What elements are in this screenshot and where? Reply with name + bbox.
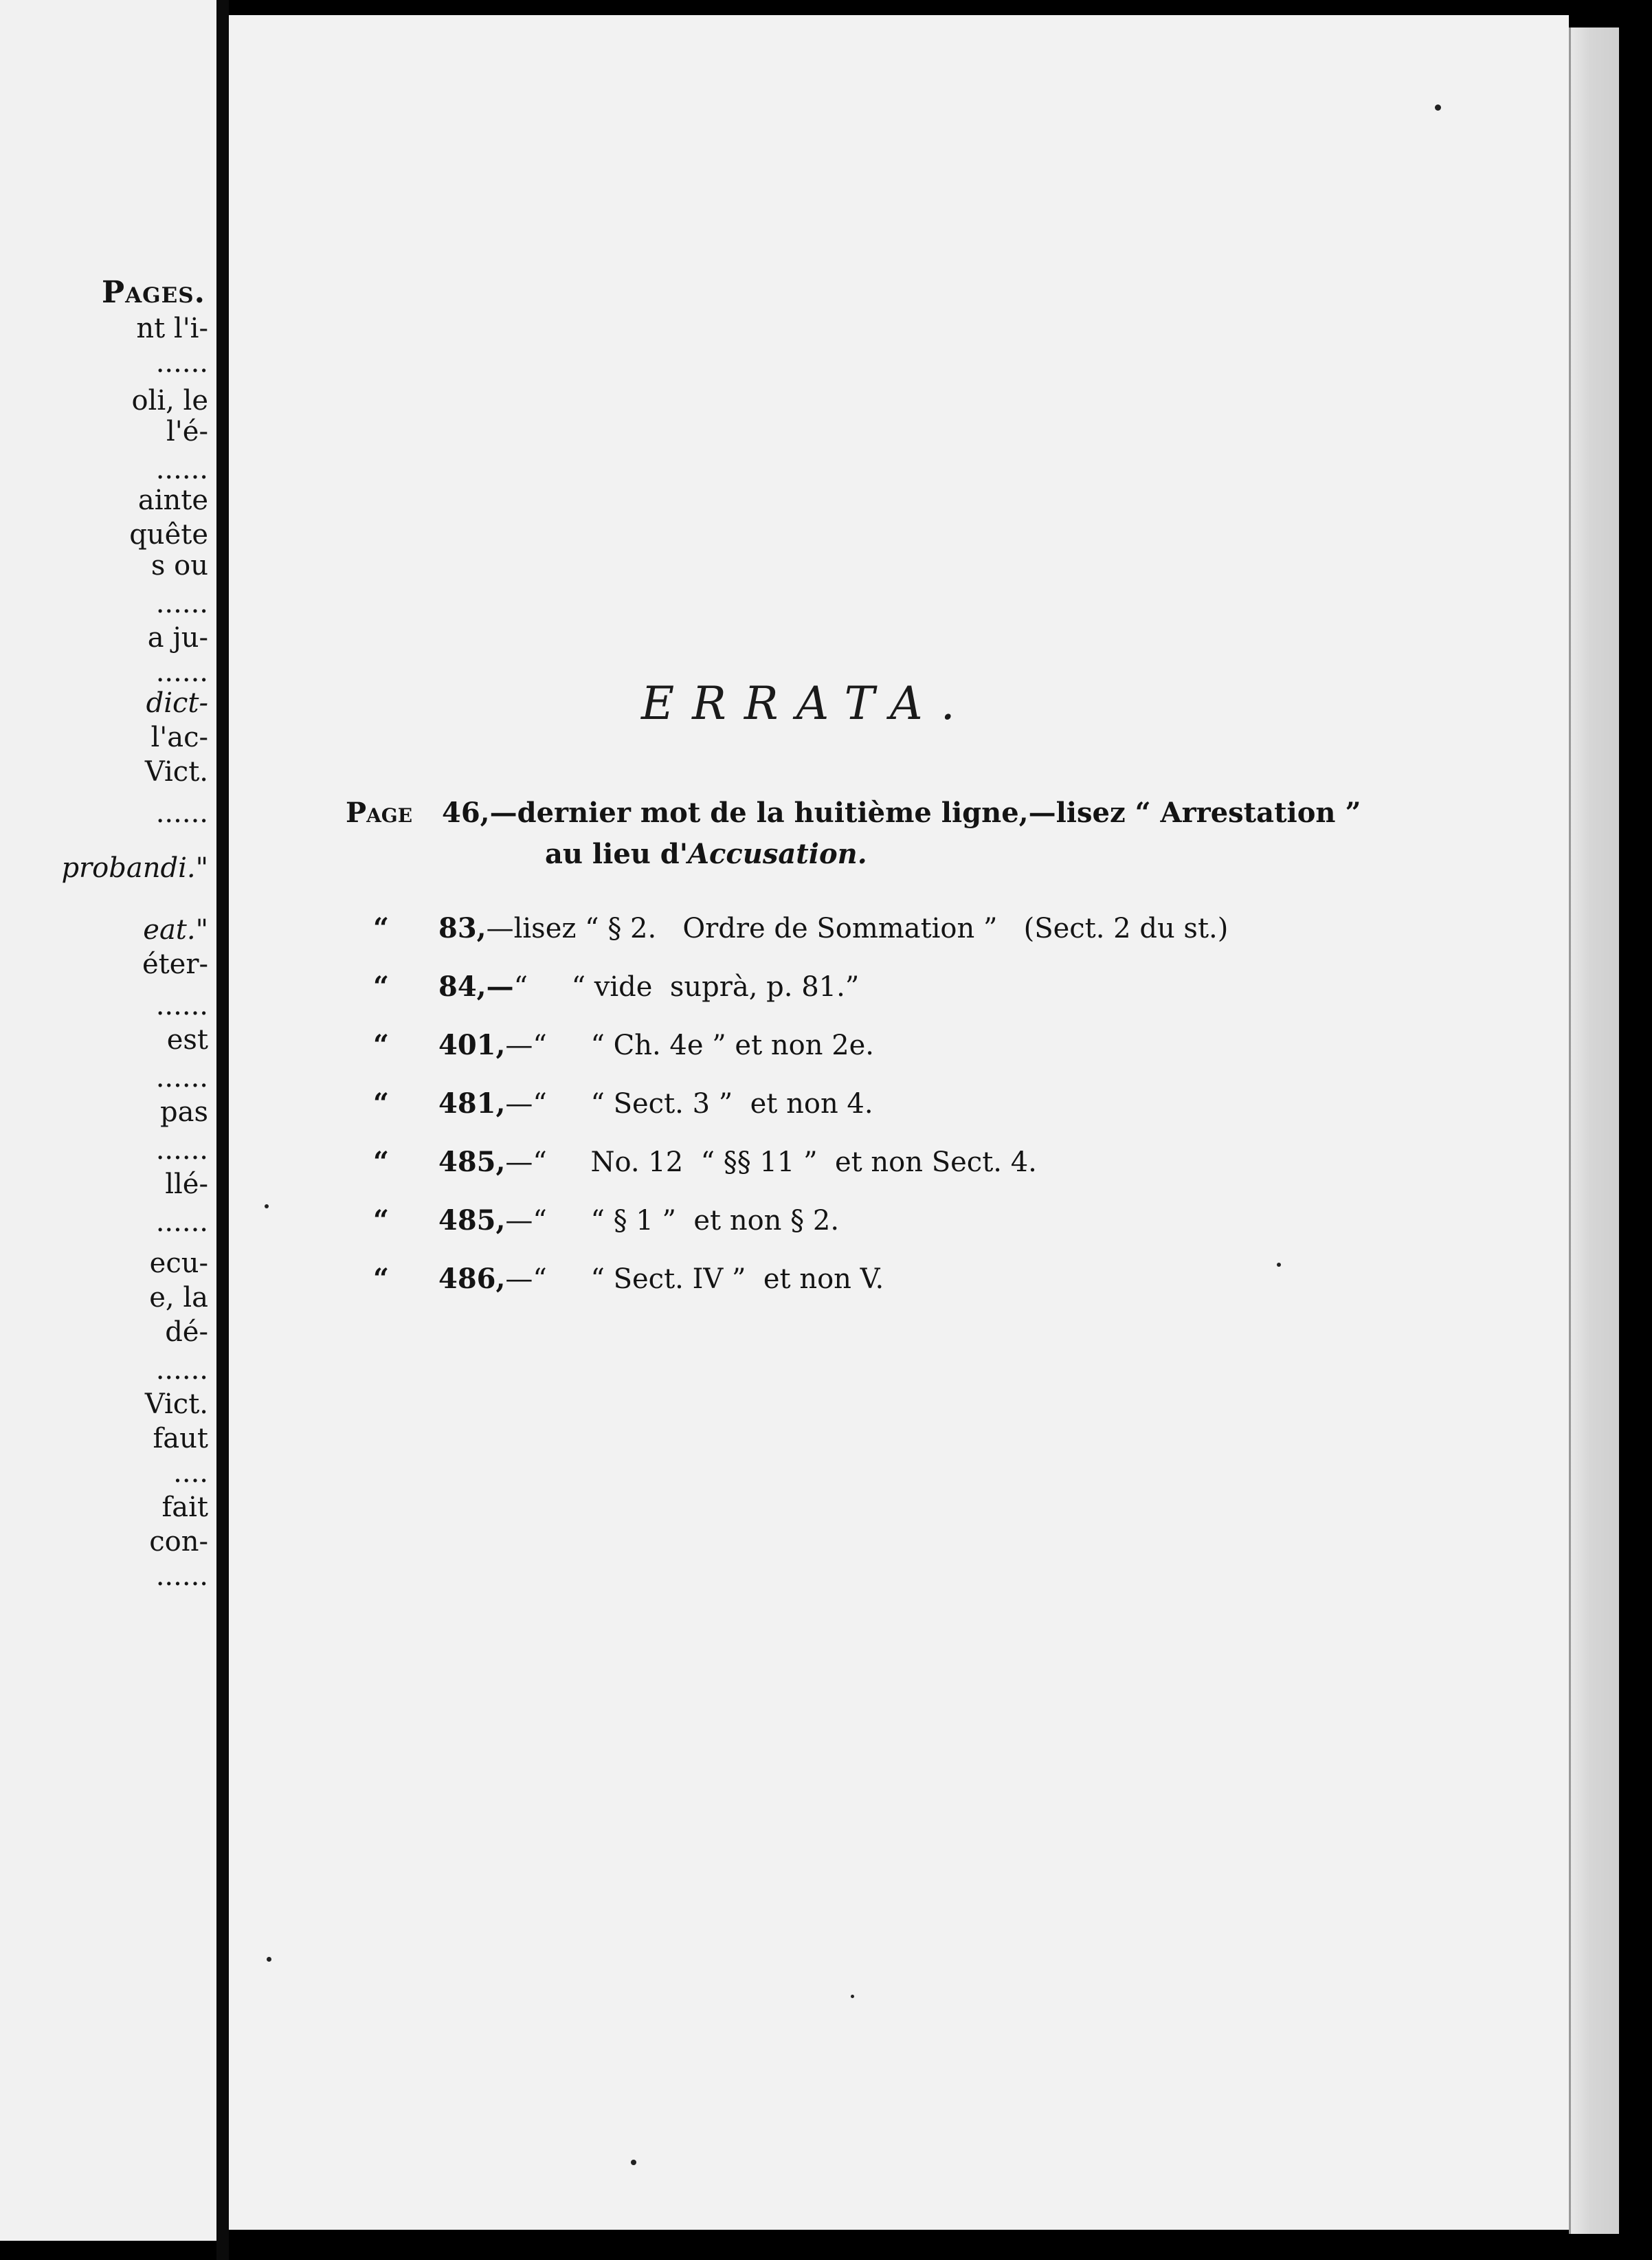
- speck: [267, 1957, 271, 1962]
- entry-text: —“ “ § 1 ” et non § 2.: [505, 1205, 840, 1237]
- entry-text: —dernier mot de la huitième ligne,—lisez “ Arrestation ”: [489, 797, 1361, 829]
- previous-page-fragment: pas: [160, 1096, 208, 1128]
- ditto-mark: “: [373, 1204, 390, 1237]
- previous-page-fragment: eat.": [143, 914, 208, 946]
- ditto-mark: “: [373, 1087, 390, 1120]
- continuation-prefix: au lieu d': [545, 838, 688, 870]
- previous-page-fragment: ......: [155, 656, 208, 688]
- previous-page-fragment: l'ac-: [150, 722, 208, 753]
- errata-entry: [373, 1087, 873, 1120]
- errata-entry: [373, 1029, 874, 1061]
- previous-page-fragment: ......: [155, 1354, 208, 1386]
- previous-page-fragment: a ju-: [147, 622, 208, 654]
- entry-text: —“ No. 12 “ §§ 11 ” et non Sect. 4.: [505, 1146, 1037, 1178]
- entry-text: —“ “ Ch. 4e ” et non 2e.: [505, 1030, 875, 1061]
- previous-page-fragment: est: [166, 1024, 208, 1056]
- previous-page-fragment: faut: [153, 1423, 208, 1454]
- pages-heading: Pages.: [102, 275, 205, 310]
- previous-page-fragment: quête: [129, 519, 208, 551]
- page-lead: Page: [346, 797, 413, 829]
- errata-title: ERRATA.: [641, 677, 973, 730]
- entry-number: 46,: [442, 797, 490, 829]
- previous-page-fragment: ....: [173, 1457, 208, 1489]
- entry-text: —“ “ Sect. IV ” et non V.: [505, 1263, 884, 1295]
- entry-text: —“ “ Sect. 3 ” et non 4.: [505, 1088, 873, 1120]
- entry-number: 485,: [438, 1204, 506, 1237]
- speck: [1435, 104, 1441, 111]
- speck: [631, 2160, 636, 2165]
- errata-entry: [373, 1263, 884, 1295]
- previous-page-fragment: ecu-: [149, 1248, 208, 1279]
- previous-page-fragment: llé-: [165, 1168, 208, 1200]
- entry-number: 486,: [438, 1263, 506, 1295]
- ditto-mark: “: [373, 971, 390, 1003]
- previous-page-fragment: ......: [155, 588, 208, 619]
- entry-number: 481,: [438, 1087, 506, 1120]
- previous-page-fragment: ......: [155, 1560, 208, 1592]
- previous-page-fragment: con-: [149, 1526, 208, 1558]
- previous-page-fragment: e, la: [149, 1282, 208, 1314]
- previous-page-fragment: l'é-: [166, 416, 208, 447]
- ditto-mark: “: [373, 1146, 390, 1178]
- entry-text: “ “ vide suprà, p. 81.”: [513, 971, 860, 1003]
- previous-page-fragment: probandi.": [61, 852, 208, 884]
- previous-page-fragment: dé-: [165, 1316, 208, 1348]
- entry-number: 84,—: [438, 971, 514, 1003]
- previous-page-fragment: ......: [155, 990, 208, 1021]
- continuation-italic: Accusation.: [688, 838, 867, 870]
- previous-page-fragment: ......: [155, 1134, 208, 1166]
- previous-page-fragment: ......: [155, 347, 208, 379]
- entry-number: 401,: [438, 1029, 506, 1061]
- previous-page-fragment: dict-: [146, 687, 208, 719]
- previous-page-fragment: ......: [155, 1206, 208, 1238]
- speck: [1277, 1263, 1281, 1267]
- ditto-mark: “: [373, 1029, 390, 1061]
- previous-page-fragment: oli, le: [131, 385, 208, 417]
- errata-page: [229, 15, 1569, 2230]
- page-edge: [1569, 27, 1619, 2234]
- previous-page-fragment: Vict.: [144, 756, 208, 788]
- entry-number: 485,: [438, 1146, 506, 1178]
- ditto-mark: “: [373, 912, 390, 944]
- errata-entry: [373, 971, 859, 1003]
- errata-entry-first: [346, 797, 1361, 829]
- entry-number: 83,: [438, 912, 487, 944]
- ditto-mark: “: [373, 1263, 390, 1295]
- previous-page-fragment: ......: [155, 797, 208, 829]
- speck: [265, 1204, 269, 1208]
- errata-entry: [373, 912, 1228, 944]
- previous-page-fragment: nt l'i-: [136, 313, 208, 344]
- previous-page-fragment: fait: [161, 1492, 208, 1523]
- previous-page-fragment: éter-: [142, 949, 208, 980]
- previous-page-fragment: ......: [155, 1062, 208, 1094]
- errata-entry: [373, 1204, 839, 1237]
- speck: [851, 1995, 854, 1998]
- previous-page-fragment: ainte: [137, 485, 208, 516]
- errata-entry: [373, 1146, 1037, 1178]
- previous-page-fragment: ......: [155, 454, 208, 485]
- previous-page-fragment: Vict.: [144, 1388, 208, 1420]
- errata-entry-first-continuation: [545, 838, 867, 870]
- entry-text: —lisez “ § 2. Ordre de Sommation ” (Sect. 2 du st.): [486, 913, 1229, 944]
- book-gutter: [216, 0, 229, 2260]
- previous-page-strip: [0, 0, 219, 2241]
- previous-page-fragment: s ou: [150, 550, 208, 581]
